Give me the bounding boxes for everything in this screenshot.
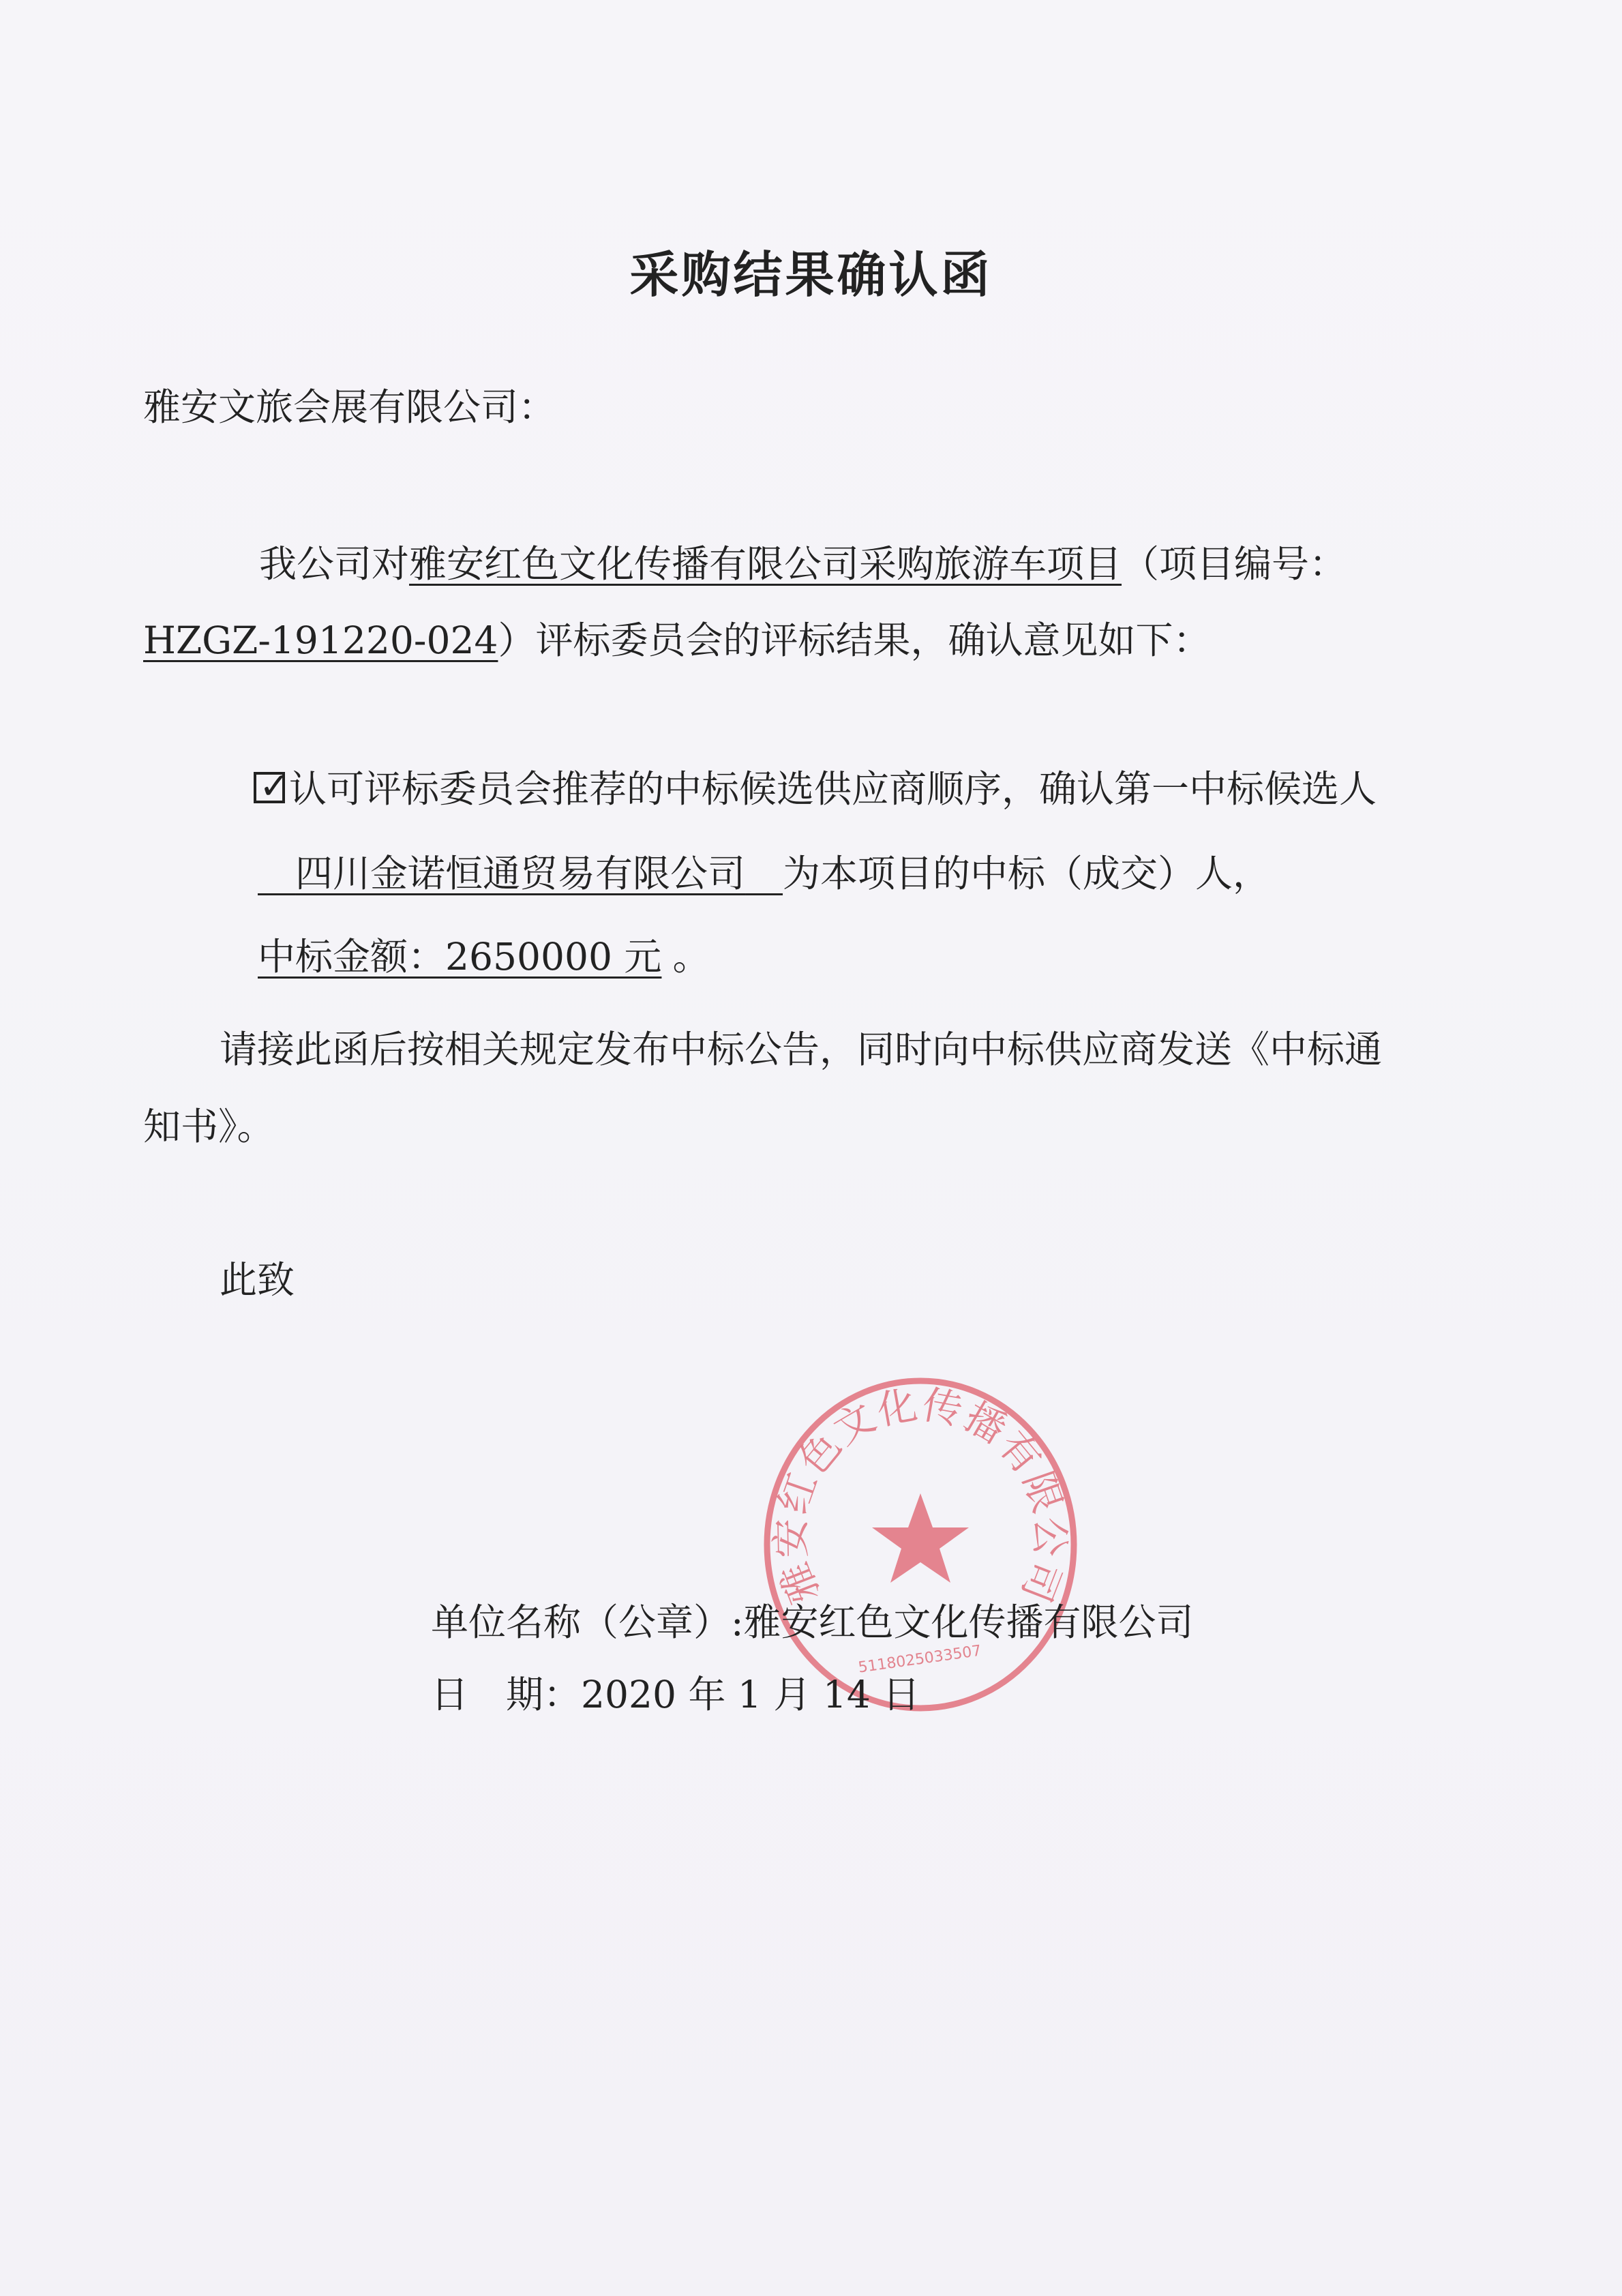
closing-salutation: 此致 (220, 1258, 295, 1302)
project-code: HZGZ-191220-024 (143, 618, 498, 662)
confirm-line-3 (258, 935, 710, 979)
para1-prefix: 我公司对 (259, 542, 410, 586)
paragraph-2-line-1: 请接此函后按相关规定发布中标公告，同时向中标供应商发送《中标通 (220, 1028, 1383, 1071)
check-mark-icon: ✓ (259, 764, 290, 807)
seal-text: 雅安红色文化传播有限公司 (767, 1381, 1074, 1610)
company-seal (757, 1371, 1084, 1718)
seal-star-icon (872, 1493, 969, 1583)
paragraph-1-line-1 (259, 542, 1347, 586)
confirm-text: 认可评标委员会推荐的中标候选供应商顺序，确认第一中标候选人 (289, 767, 1377, 811)
signature-date: 日 期：2020 年 1 月 14 日 (431, 1673, 920, 1716)
confirm-line-1 (254, 764, 1377, 811)
amount-tail: 。 (672, 935, 710, 979)
recipient-line: 雅安文旅会展有限公司： (143, 385, 556, 429)
confirm-line-2 (258, 852, 1271, 895)
confirm-line-2-tail: 为本项目的中标（成交）人， (783, 852, 1271, 895)
paragraph-2-line-2: 知书》。 (143, 1105, 275, 1148)
project-name: 雅安红色文化传播有限公司采购旅游车项目 (409, 542, 1122, 586)
paragraph-1-line-2 (143, 618, 1211, 662)
para1-tail: ）评标委员会的评标结果，确认意见如下： (498, 618, 1211, 662)
checkbox-checked (254, 764, 290, 807)
signature-unit: 单位名称（公章）:雅安红色文化传播有限公司 (431, 1600, 1194, 1644)
bid-amount: 中标金额：2650000 元 (258, 935, 662, 979)
document-title: 采购结果确认函 (629, 246, 993, 303)
para1-suffix: （项目编号： (1122, 542, 1347, 586)
winner-name (258, 852, 783, 895)
seal-code: 5118025033507 (857, 1642, 982, 1677)
winner-name-text: 四川金诺恒通贸易有限公司 (295, 852, 746, 895)
